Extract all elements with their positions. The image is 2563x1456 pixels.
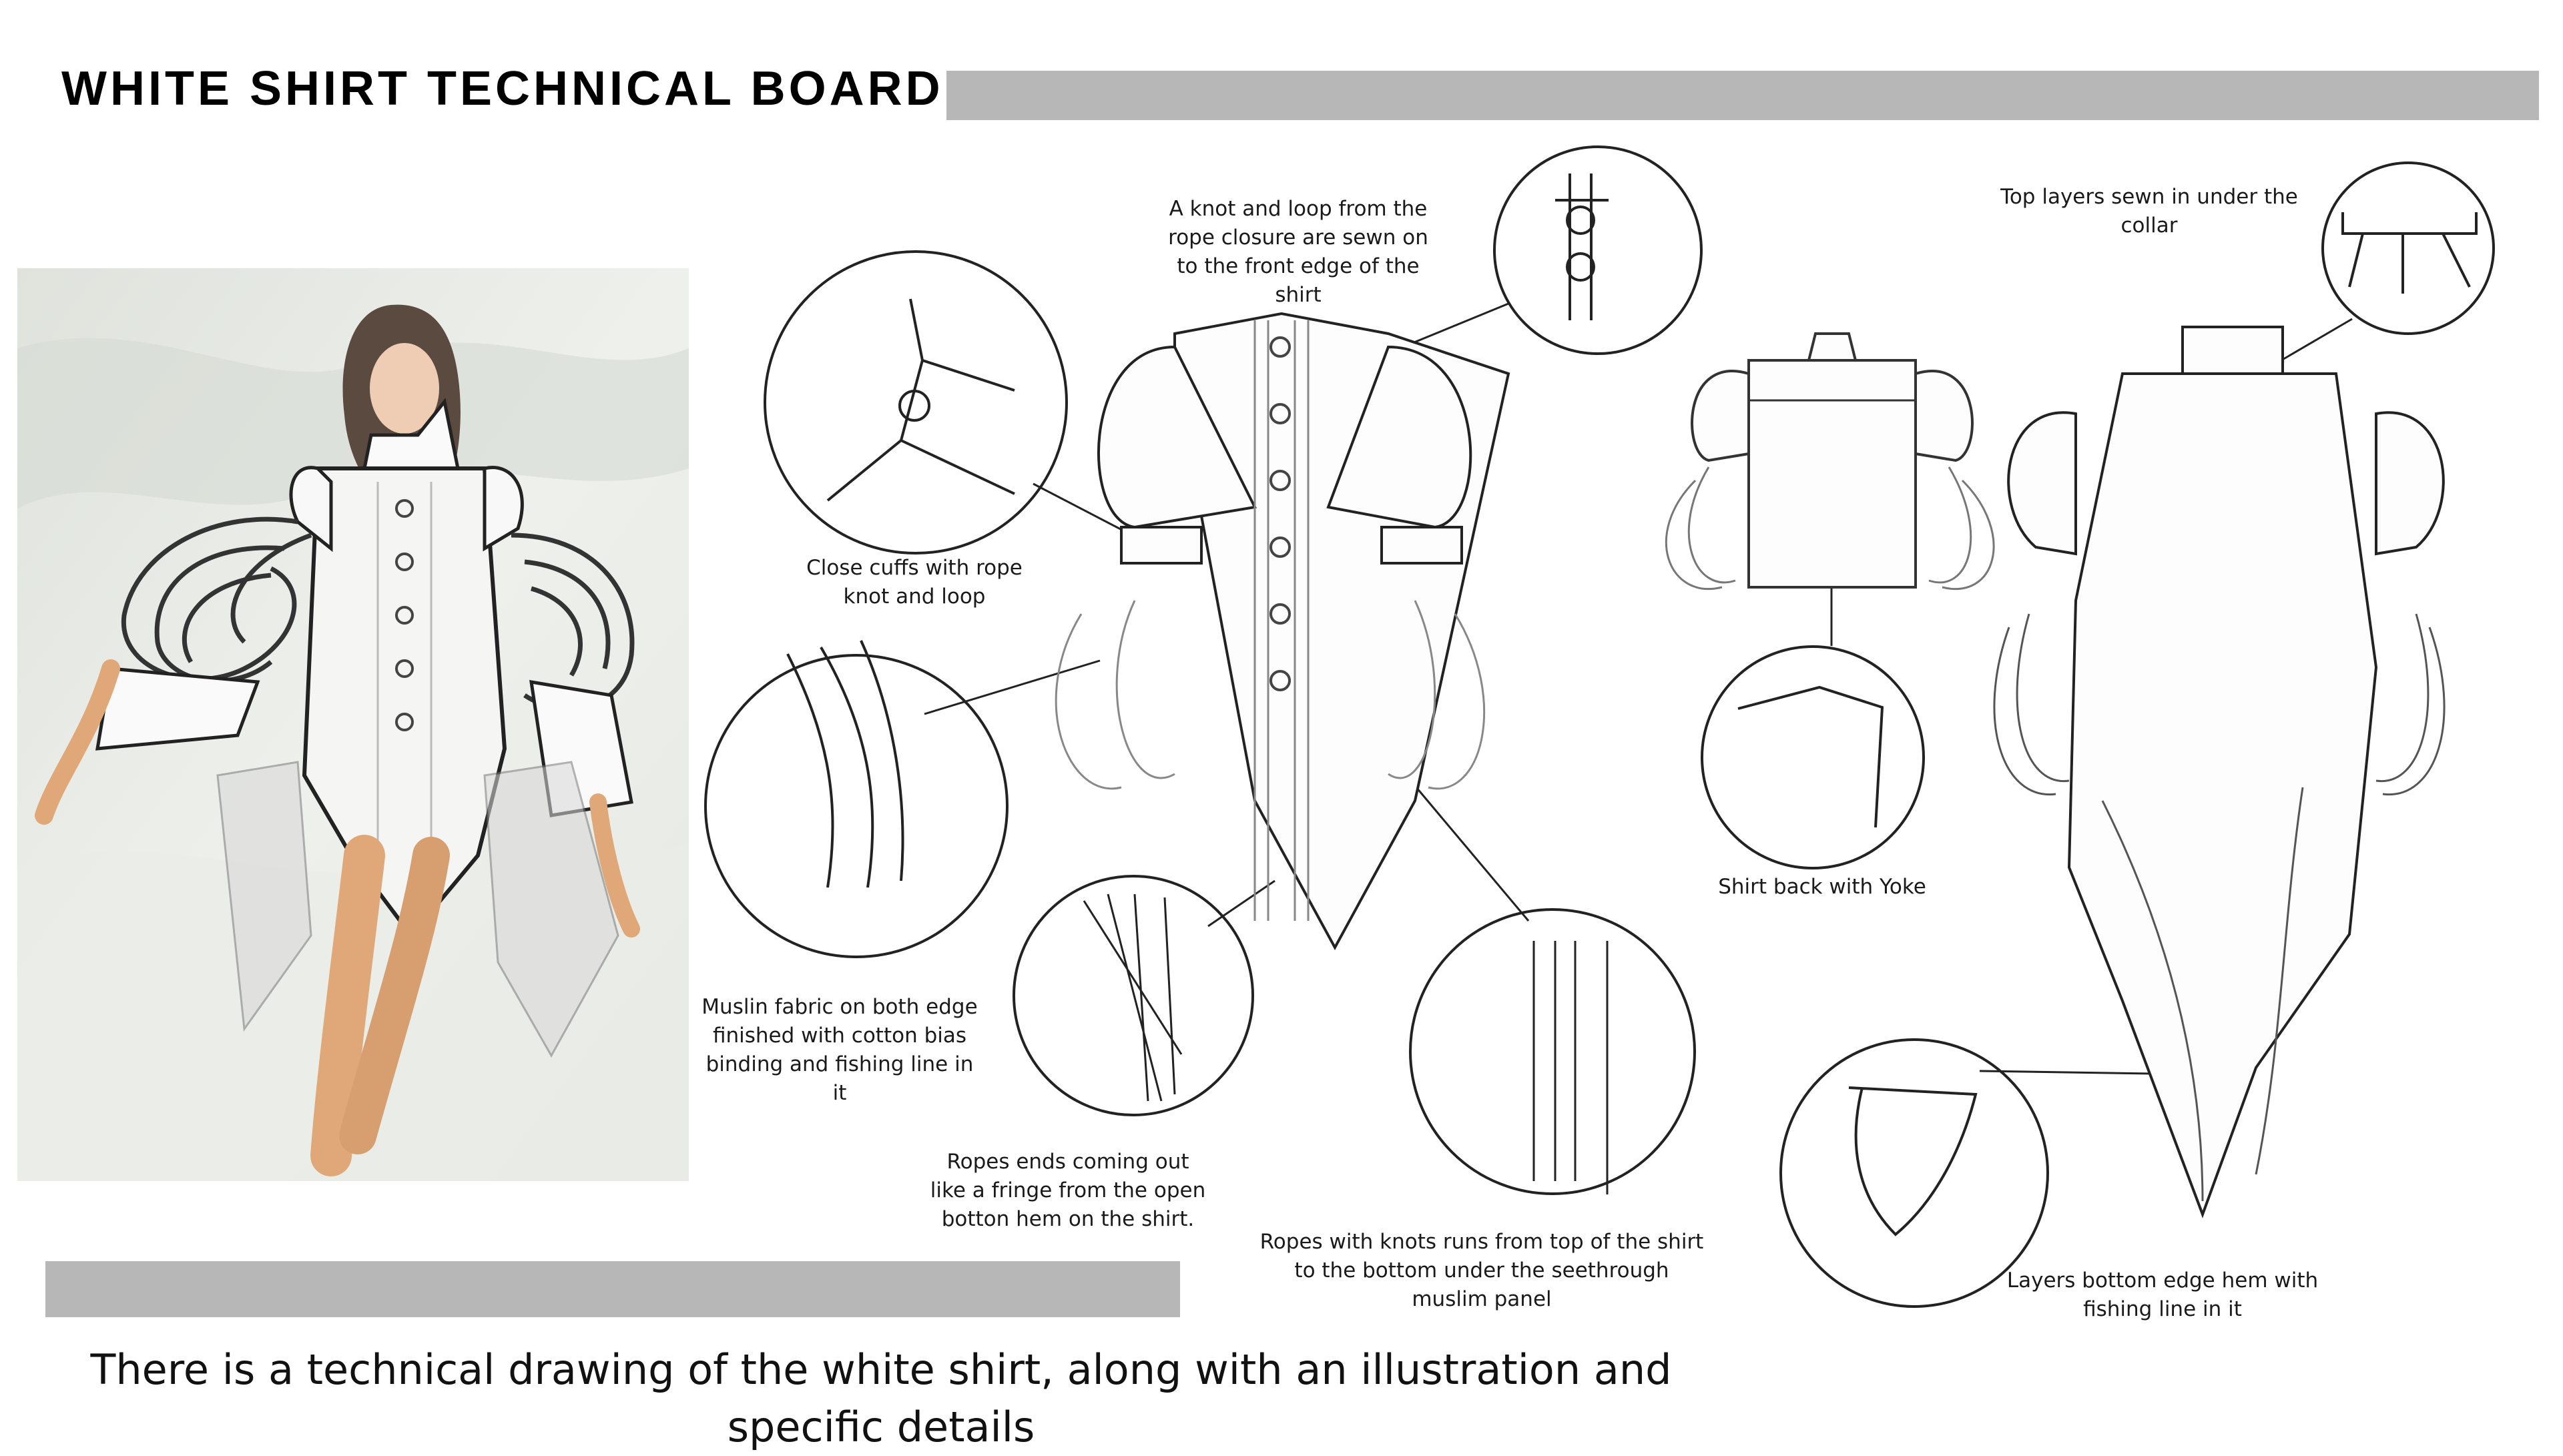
note-muslin: Muslin fabric on both edge finished with cotton bias binding and fishing line in it <box>701 995 978 1105</box>
note-ropes-knots: Ropes with knots runs from top of the shirt to the bottom under the seethrough muslim panel <box>1259 1230 1704 1311</box>
note-top-layers: Top layers sewn in under the collar <box>2000 185 2298 238</box>
knot-detail-circle <box>1494 147 1701 354</box>
note-back-yoke: Shirt back with Yoke <box>1718 875 1926 899</box>
note-knot-loop: A knot and loop from the rope closure are sewn on to the front edge of the shirt <box>1168 197 1428 307</box>
note-cuffs: Close cuffs with rope knot and loop <box>806 556 1023 609</box>
top-layers-detail-circle <box>2323 163 2494 334</box>
muslin-detail-circle <box>705 655 1007 957</box>
note-layers-hem: Layers bottom edge hem with fishing line in it <box>2006 1268 2319 1321</box>
note-rope-ends: Ropes ends coming out like a fringe from the open botton hem on the shirt. <box>930 1150 1206 1231</box>
cuff-detail-circle <box>765 252 1067 553</box>
ropes-knots-detail-circle <box>1410 909 1695 1194</box>
board-title: WHITE SHIRT TECHNICAL BOARD <box>61 62 944 115</box>
board-caption: There is a technical drawing of the white shirt, along with an illustration and specific details <box>90 1345 1672 1451</box>
yoke-detail-circle <box>1702 647 1924 868</box>
